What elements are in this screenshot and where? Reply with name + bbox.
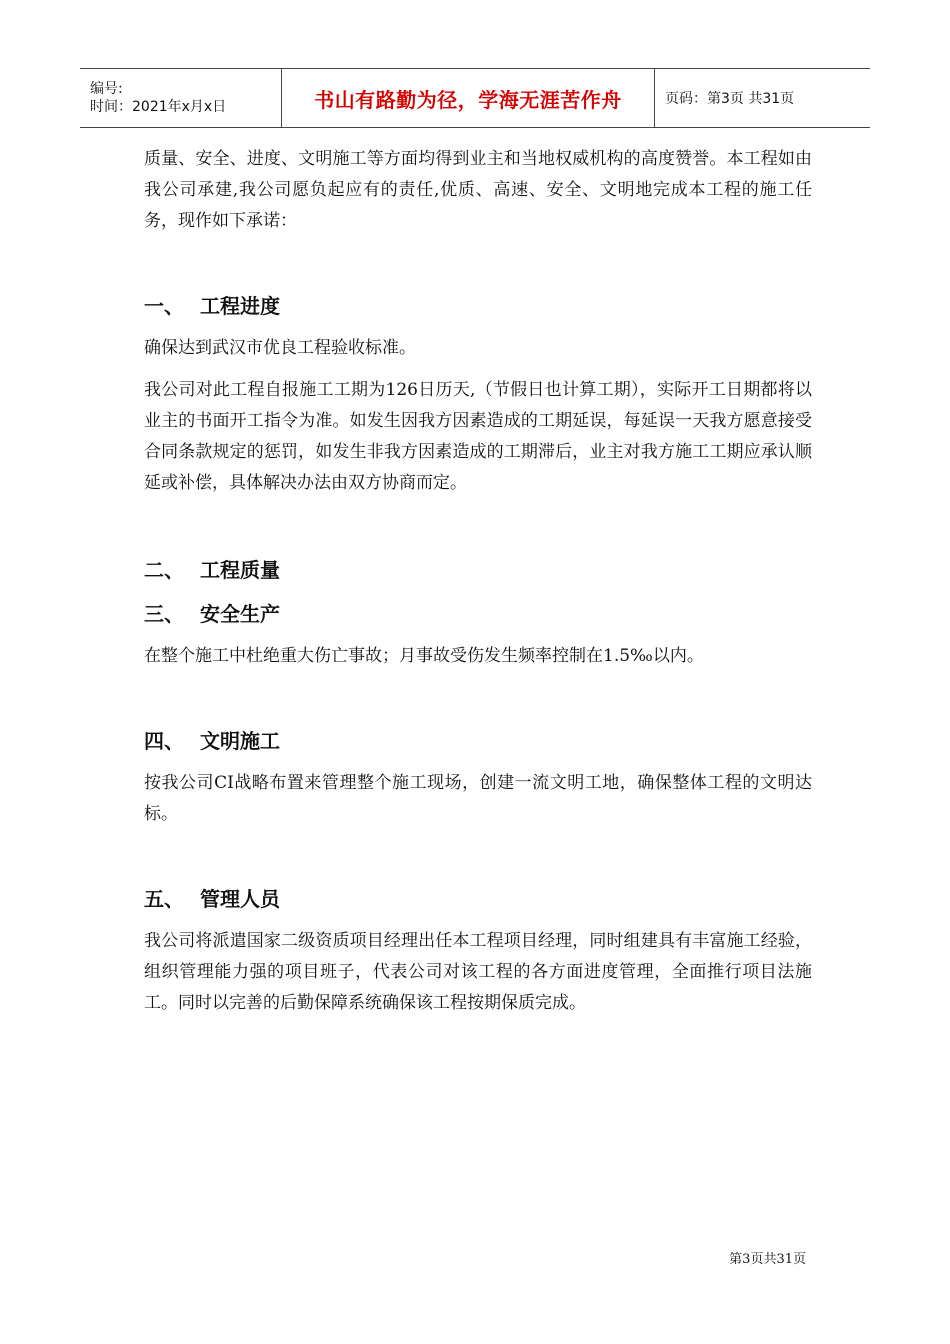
section-number: 五、 (144, 886, 184, 911)
management-personnel-paragraph: 我公司将派遣国家二级资质项目经理出任本工程项目经理，同时组建具有丰富施工经验，组织管理能力强的项目班子，代表公司对该工程的各方面进度管理，全面推行项目法施工。同时以完善的后勤保障系统确保该工程按期保质完成。 (144, 931, 812, 1013)
header-page-info-cell (655, 69, 870, 127)
section-number: 三、 (144, 601, 184, 626)
document-time-label: 时间：2021年x月x日 (90, 99, 227, 115)
section-title: 工程进度 (200, 293, 280, 318)
schedule-paragraph-1: 确保达到武汉市优良工程验收标准。 (144, 338, 416, 358)
section-title: 文明施工 (200, 728, 280, 753)
section-heading-schedule (144, 289, 812, 319)
section-number: 四、 (144, 728, 184, 753)
header-page-info: 页码：第3页 共31页 (665, 91, 795, 107)
page-footer-number: 第3页共31页 (729, 1252, 806, 1267)
document-number-label: 编号: (90, 81, 123, 97)
page-header (80, 68, 870, 128)
header-meta (80, 69, 282, 127)
header-motto-cell (282, 69, 655, 127)
header-motto: 书山有路勤为径，学海无涯苦作舟 (314, 87, 622, 112)
safety-paragraph: 在整个施工中杜绝重大伤亡事故；月事故受伤发生频率控制在1.5‰以内。 (144, 646, 704, 666)
section-number: 二、 (144, 557, 184, 582)
section-title: 工程质量 (200, 557, 280, 582)
section-heading-safety (144, 597, 812, 627)
section-heading-quality (144, 553, 812, 583)
section-number: 一、 (144, 293, 184, 318)
section-title: 安全生产 (200, 601, 280, 626)
document-body (144, 144, 812, 1019)
section-heading-management-personnel (144, 882, 812, 912)
civilized-construction-paragraph: 按我公司CI战略布置来管理整个施工现场，创建一流文明工地，确保整体工程的文明达标。 (144, 773, 812, 824)
section-title: 管理人员 (200, 886, 280, 911)
intro-paragraph: 质量、安全、进度、文明施工等方面均得到业主和当地权威机构的高度赞誉。本工程如由我公司承建,我公司愿负起应有的责任,优质、高速、安全、文明地完成本工程的施工任务，现作如下承诺： (144, 149, 812, 231)
section-heading-civilized-construction (144, 724, 812, 754)
schedule-paragraph-2: 我公司对此工程自报施工工期为126日历天,（节假日也计算工期），实际开工日期都将以业主的书面开工指令为准。如发生因我方因素造成的工期延误，每延误一天我方愿意接受合同条款规定的惩罚，如发生非我方因素造成的工期滞后，业主对我方施工工期应承认顺延或补偿，具体解决办法由双方协商而定。 (144, 380, 812, 493)
